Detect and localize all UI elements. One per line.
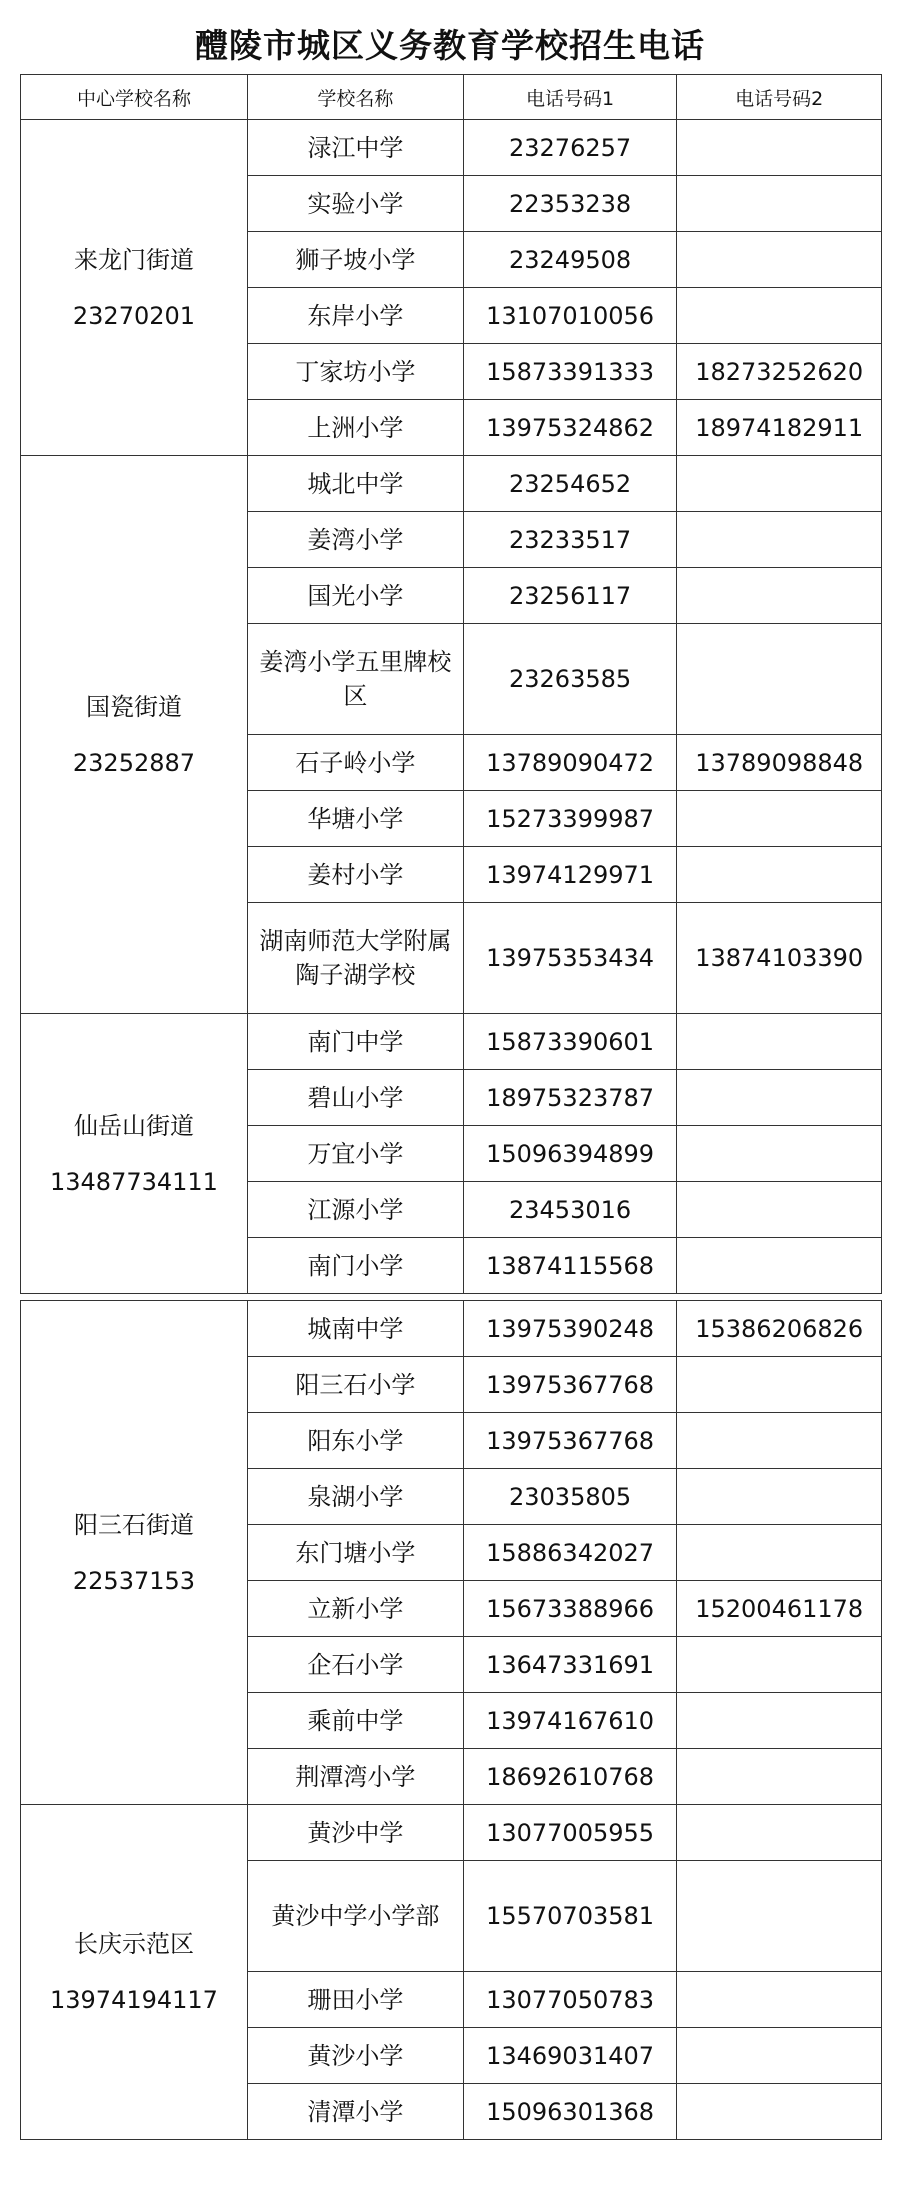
phone-2-cell: 18273252620 (677, 344, 882, 400)
phone-2-cell (677, 176, 882, 232)
phone-2-cell (677, 288, 882, 344)
school-name-cell: 实验小学 (247, 176, 463, 232)
phone-1-cell: 13975390248 (463, 1301, 677, 1357)
school-name-cell: 狮子坡小学 (247, 232, 463, 288)
phone-2-cell (677, 232, 882, 288)
phone-1-cell: 13975367768 (463, 1357, 677, 1413)
phone-1-cell: 15096394899 (463, 1126, 677, 1182)
phone-1-cell: 18975323787 (463, 1070, 677, 1126)
phone-1-cell: 15096301368 (463, 2084, 677, 2140)
school-name-cell: 泉湖小学 (247, 1469, 463, 1525)
phone-1-cell: 13975367768 (463, 1413, 677, 1469)
table-row (21, 456, 882, 512)
school-name-cell: 清潭小学 (247, 2084, 463, 2140)
school-name-cell: 城南中学 (247, 1301, 463, 1357)
phone-2-cell (677, 120, 882, 176)
school-name-cell: 东门塘小学 (247, 1525, 463, 1581)
section-gap (21, 1294, 882, 1301)
center-school-name: 阳三石街道 (73, 1510, 194, 1539)
phone-1-cell: 23254652 (463, 456, 677, 512)
school-name-cell: 黄沙小学 (247, 2028, 463, 2084)
phone-1-cell: 23276257 (463, 120, 677, 176)
center-school-cell (21, 1805, 248, 2140)
school-name-cell: 黄沙中学 (247, 1805, 463, 1861)
phone-1-cell: 13469031407 (463, 2028, 677, 2084)
school-name-cell: 企石小学 (247, 1637, 463, 1693)
center-school-phone: 23270201 (72, 301, 196, 330)
phone-2-cell (677, 2084, 882, 2140)
school-name-cell: 石子岭小学 (247, 735, 463, 791)
phone-1-cell: 13974129971 (463, 847, 677, 903)
phone-2-cell (677, 1469, 882, 1525)
header-school-name: 学校名称 (247, 75, 463, 120)
school-name-cell: 碧山小学 (247, 1070, 463, 1126)
phone-2-cell (677, 791, 882, 847)
phone-2-cell: 13789098848 (677, 735, 882, 791)
phone-1-cell: 13647331691 (463, 1637, 677, 1693)
school-name-cell: 南门中学 (247, 1014, 463, 1070)
phone-1-cell: 13975324862 (463, 400, 677, 456)
phone-1-cell: 23453016 (463, 1182, 677, 1238)
table-row (21, 1805, 882, 1861)
school-name-cell: 荆潭湾小学 (247, 1749, 463, 1805)
center-school-name: 仙岳山街道 (73, 1111, 194, 1140)
phone-1-cell: 13874115568 (463, 1238, 677, 1294)
school-name-cell: 万宜小学 (247, 1126, 463, 1182)
phone-2-cell: 15200461178 (677, 1581, 882, 1637)
school-name-cell: 珊田小学 (247, 1972, 463, 2028)
phone-1-cell: 15570703581 (463, 1861, 677, 1972)
school-name-cell: 湖南师范大学附属陶子湖学校 (247, 903, 463, 1014)
phone-2-cell: 13874103390 (677, 903, 882, 1014)
page-title: 醴陵市城区义务教育学校招生电话 (195, 26, 705, 65)
phone-1-cell: 13789090472 (463, 735, 677, 791)
school-name-cell: 上洲小学 (247, 400, 463, 456)
center-school-cell (21, 1014, 248, 1294)
phone-2-cell (677, 1014, 882, 1070)
school-name-cell: 阳三石小学 (247, 1357, 463, 1413)
school-name-cell: 城北中学 (247, 456, 463, 512)
phone-1-cell: 13077005955 (463, 1805, 677, 1861)
school-name-cell: 阳东小学 (247, 1413, 463, 1469)
school-name-cell: 立新小学 (247, 1581, 463, 1637)
phone-2-cell (677, 1126, 882, 1182)
phone-2-cell (677, 847, 882, 903)
phone-2-cell (677, 624, 882, 735)
phone-1-cell: 13107010056 (463, 288, 677, 344)
phone-2-cell: 18974182911 (677, 400, 882, 456)
phone-1-cell: 13077050783 (463, 1972, 677, 2028)
center-school-name: 长庆示范区 (73, 1930, 194, 1958)
phone-1-cell: 15873391333 (463, 344, 677, 400)
phone-1-cell: 15273399987 (463, 791, 677, 847)
school-name-cell: 渌江中学 (247, 120, 463, 176)
phone-2-cell (677, 1525, 882, 1581)
phone-1-cell: 13974167610 (463, 1693, 677, 1749)
phone-2-cell (677, 568, 882, 624)
phone-1-cell: 15886342027 (463, 1525, 677, 1581)
center-school-name: 国瓷街道 (85, 692, 182, 721)
phone-2-cell (677, 2028, 882, 2084)
school-name-cell: 南门小学 (247, 1238, 463, 1294)
table-header (21, 75, 882, 120)
school-name-cell: 国光小学 (247, 568, 463, 624)
school-name-cell: 姜村小学 (247, 847, 463, 903)
phone-1-cell: 23263585 (463, 624, 677, 735)
school-name-cell: 东岸小学 (247, 288, 463, 344)
phone-1-cell: 23035805 (463, 1469, 677, 1525)
center-school-name: 来龙门街道 (73, 245, 194, 274)
phone-2-cell (677, 1070, 882, 1126)
center-school-cell (21, 456, 248, 1014)
center-school-phone: 23252887 (72, 748, 196, 777)
school-name-cell: 姜湾小学 (247, 512, 463, 568)
phone-2-cell (677, 1805, 882, 1861)
center-school-phone: 13487734111 (49, 1167, 218, 1196)
school-name-cell: 华塘小学 (247, 791, 463, 847)
header-center-school: 中心学校名称 (21, 75, 248, 120)
table-body (21, 120, 882, 2140)
center-school-cell (21, 1301, 248, 1805)
phone-1-cell: 23249508 (463, 232, 677, 288)
table-row (21, 1014, 882, 1070)
phone-2-cell (677, 1749, 882, 1805)
phone-2-cell (677, 1972, 882, 2028)
phone-2-cell: 15386206826 (677, 1301, 882, 1357)
school-name-cell: 乘前中学 (247, 1693, 463, 1749)
section-gap-cell (21, 1294, 882, 1301)
phone-2-cell (677, 1413, 882, 1469)
phone-1-cell: 13975353434 (463, 903, 677, 1014)
phone-1-cell: 15673388966 (463, 1581, 677, 1637)
phone-1-cell: 23233517 (463, 512, 677, 568)
table-row (21, 120, 882, 176)
school-name-cell: 江源小学 (247, 1182, 463, 1238)
phone-2-cell (677, 456, 882, 512)
phone-2-cell (677, 1637, 882, 1693)
phone-2-cell (677, 1693, 882, 1749)
phone-2-cell (677, 1238, 882, 1294)
school-name-cell: 姜湾小学五里牌校区 (247, 624, 463, 735)
header-phone-2: 电话号码2 (677, 75, 882, 120)
table-row (21, 1301, 882, 1357)
phone-table (20, 74, 882, 2140)
phone-1-cell: 22353238 (463, 176, 677, 232)
phone-2-cell (677, 1861, 882, 1972)
center-school-cell (21, 120, 248, 456)
header-phone-1: 电话号码1 (463, 75, 677, 120)
phone-2-cell (677, 512, 882, 568)
phone-1-cell: 15873390601 (463, 1014, 677, 1070)
phone-2-cell (677, 1357, 882, 1413)
phone-1-cell: 18692610768 (463, 1749, 677, 1805)
phone-2-cell (677, 1182, 882, 1238)
phone-1-cell: 23256117 (463, 568, 677, 624)
school-name-cell: 丁家坊小学 (247, 344, 463, 400)
center-school-phone: 22537153 (72, 1566, 196, 1595)
center-school-phone: 13974194117 (49, 1986, 218, 2014)
header-row (21, 75, 882, 120)
school-name-cell: 黄沙中学小学部 (247, 1861, 463, 1972)
